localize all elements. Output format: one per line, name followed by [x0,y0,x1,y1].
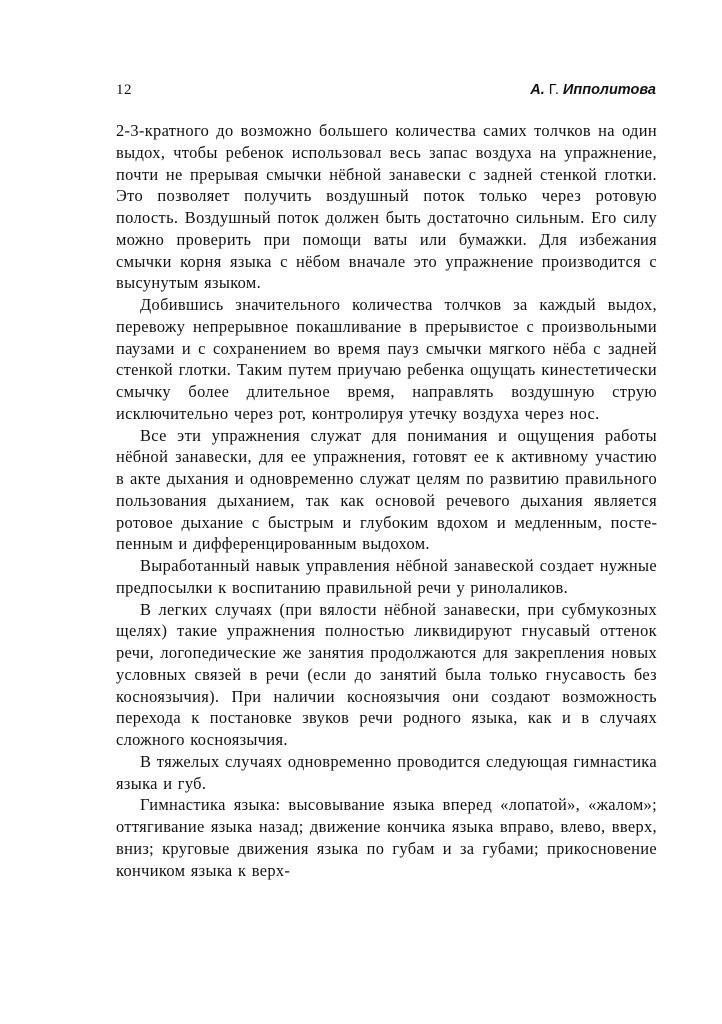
page-number: 12 [116,82,132,98]
paragraph: Добившись значительного количества толчков за каждый выдох, перевожу непрерывное покашливание в прерывистое с произвольными паузами и с сохранением во время пауз смычки мягкого нёба с задней стенкой глотки. Таким путем приучаю ребенка ощущать кинестетически смычку более длительное время, направлять воздушную струю исключительно через рот, контролируя утечку воздуха через нос. [116,295,657,423]
body-text [116,120,657,881]
running-head-author [530,82,656,98]
paragraph: Все эти упражнения служат для понимания и ощущения работы нёбной занавески, для ее упражнения, готовят ее к активному участию в акте дыхания и одновременно служат целям по развитию правильного пользования дыханием, так как основой речевого дыхания является ротовое дыхание с быстрым и глубоким вдохом и медленным, постепенным и дифференцированным выдохом. [116,425,657,554]
paragraph: В легких случаях (при вялости нёбной занавески, при субмукозных щелях) такие упражнения полностью ликвидируют гнусавый оттенок речи, логопедические же занятия продолжаются для закрепления новых условных связей в речи (если до занятий была только гнусавость без косноязычия). При наличии косноязычия они создают возможность перехода к постановке звуков речи родного языка, как и в случаях сложного косноязычия. [116,599,657,749]
paragraph-continuation: 2-3-кратного до возможно большего количества самих толчков на один выдох, чтобы ребенок использовал весь запас воздуха на упражнение, почти не прерывая смычки нёбной занавески с задней стенкой глотки. Это позволяет получить воздушный поток только через ротовую полость. Воздушный поток должен быть достаточно сильным. Его силу можно проверить при помощи ваты или бумажки. Для избежания смычки корня языка с нёбом вначале это упражнение производится с высунутым языком. [116,121,657,293]
author-middle-initial: Г. [548,82,559,98]
paragraph: Выработанный навык управления нёбной занавеской создает нужные предпосылки к воспитанию правильной речи у ринолаликов. [116,556,657,597]
author-surname: Ипполитова [562,82,656,98]
paragraph: В тяжелых случаях одновременно проводится следующая гимнастика языка и губ. [116,751,657,793]
author-initial: А. [530,82,545,98]
page-header [116,82,656,104]
paragraph: Гимнастика языка: высовывание языка вперед «лопатой», «жалом»; оттягивание языка назад; движение кончика языка вправо, влево, вверх, вниз; круговые движения языка по губам и за губами; прикосновение кончиком языка к верх- [116,795,657,880]
